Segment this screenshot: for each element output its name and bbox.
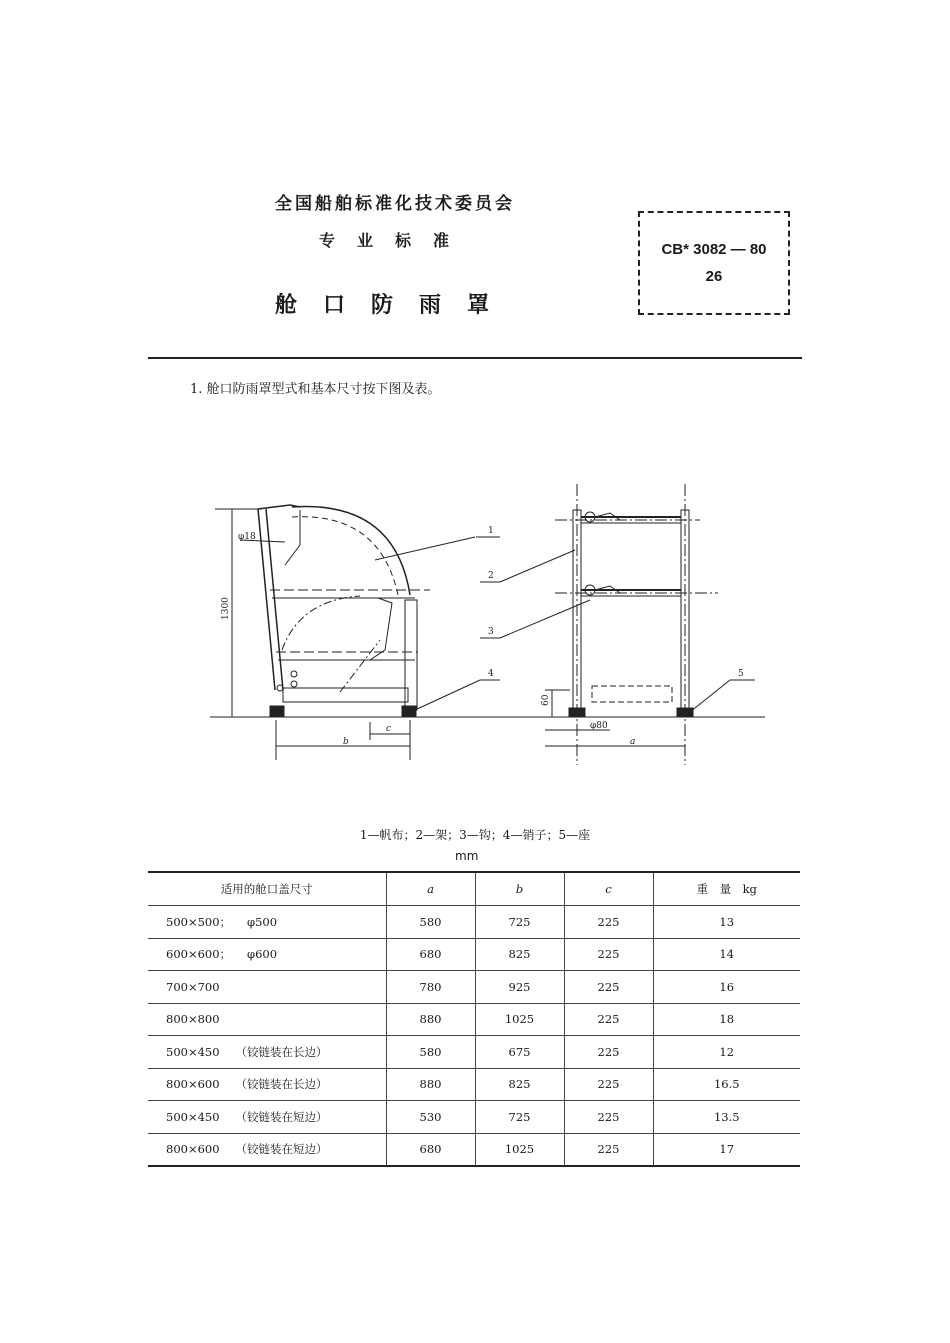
cell-a: 880 [386, 1068, 475, 1101]
cell-b: 825 [475, 938, 564, 971]
cell-size [148, 1101, 386, 1134]
standard-type: 专业标准 [318, 231, 471, 250]
callout-3: 3 [488, 627, 494, 637]
cell-b: 925 [475, 971, 564, 1004]
cell-c: 225 [564, 1003, 653, 1036]
cell-size-extra: （铰链装在长边） [235, 1044, 328, 1059]
table-row [148, 938, 800, 971]
cell-b: 725 [475, 1101, 564, 1134]
table-row [148, 1036, 800, 1069]
document-title: 舱口防雨罩 [274, 293, 515, 318]
cell-size-main: 800×600 [166, 1077, 220, 1092]
cell-a: 680 [386, 1133, 475, 1166]
header-b: b [475, 872, 564, 906]
table-row [148, 1003, 800, 1036]
frame-front-post [258, 509, 283, 690]
standard-code: CB* 3082 — 80 [661, 241, 767, 258]
cell-c: 225 [564, 1068, 653, 1101]
table-row [148, 1133, 800, 1166]
cell-b: 675 [475, 1036, 564, 1069]
cell-a: 780 [386, 971, 475, 1004]
dim-phi18: φ18 [238, 532, 256, 542]
header-c: c [564, 872, 653, 906]
cell-b: 725 [475, 906, 564, 939]
cell-b: 825 [475, 1068, 564, 1101]
cell-size-main: 700×700 [166, 979, 220, 994]
dimension-table [148, 871, 800, 1167]
cell-size-main: 600×600； [166, 947, 232, 962]
cell-weight: 16.5 [653, 1068, 800, 1101]
cell-size [148, 938, 386, 971]
right-base-foot [677, 708, 693, 717]
cell-b: 1025 [475, 1133, 564, 1166]
cell-c: 225 [564, 1036, 653, 1069]
cell-weight: 16 [653, 971, 800, 1004]
cell-size-main: 800×800 [166, 1012, 220, 1027]
cell-size [148, 1133, 386, 1166]
table-header-row [148, 872, 800, 906]
cell-weight: 13.5 [653, 1101, 800, 1134]
table-row [148, 1068, 800, 1101]
cell-a: 680 [386, 938, 475, 971]
figure-legend: 1—帆布；2—架；3—钩；4—销子；5—座 [359, 828, 591, 842]
cell-size [148, 971, 386, 1004]
dim-phi80: φ80 [590, 721, 608, 731]
header-size: 适用的舱口盖尺寸 [148, 872, 386, 906]
cell-size [148, 906, 386, 939]
cell-weight: 13 [653, 906, 800, 939]
cell-weight: 14 [653, 938, 800, 971]
callout-5: 5 [738, 669, 744, 679]
cell-size [148, 1036, 386, 1069]
standard-page-number: 26 [705, 268, 723, 285]
cell-a: 580 [386, 1036, 475, 1069]
cell-size-main: 500×500； [166, 914, 232, 929]
cell-size-extra: （铰链装在短边） [235, 1109, 328, 1124]
dim-c: c [386, 724, 392, 734]
cell-weight: 12 [653, 1036, 800, 1069]
callout-2: 2 [488, 571, 494, 581]
cell-c: 225 [564, 906, 653, 939]
dim-a: a [630, 737, 636, 747]
cell-size-extra: φ500 [247, 914, 278, 929]
dim-b: b [343, 737, 349, 747]
cell-size [148, 1003, 386, 1036]
cell-a: 580 [386, 906, 475, 939]
callout-4: 4 [488, 669, 494, 679]
cell-c: 225 [564, 1133, 653, 1166]
cell-c: 225 [564, 971, 653, 1004]
cell-c: 225 [564, 1101, 653, 1134]
cell-c: 225 [564, 938, 653, 971]
cell-size-main: 500×450 [166, 1109, 220, 1124]
organization-name: 全国船舶标准化技术委员会 [275, 194, 515, 214]
table-unit: mm [455, 849, 479, 863]
dim-60: 60 [541, 694, 551, 706]
cell-a: 530 [386, 1101, 475, 1134]
cell-b: 1025 [475, 1003, 564, 1036]
cell-size-extra: （铰链装在长边） [235, 1077, 328, 1092]
dim-1300: 1300 [221, 597, 231, 620]
header-a: a [386, 872, 475, 906]
cell-size [148, 1068, 386, 1101]
header-weight: 重 量 kg [653, 872, 800, 906]
cell-a: 880 [386, 1003, 475, 1036]
cell-size-main: 500×450 [166, 1044, 220, 1059]
callout-1: 1 [488, 526, 494, 536]
left-base-foot [270, 706, 284, 717]
clause-1: 1. 舱口防雨罩型式和基本尺寸按下图及表。 [190, 382, 441, 397]
cell-size-main: 800×600 [166, 1142, 220, 1157]
cell-weight: 17 [653, 1133, 800, 1166]
table-row [148, 971, 800, 1004]
cell-weight: 18 [653, 1003, 800, 1036]
table-row [148, 906, 800, 939]
cell-size-extra: （铰链装在短边） [235, 1142, 328, 1157]
canvas-arc [292, 507, 410, 595]
table-row [148, 1101, 800, 1134]
cell-size-extra: φ600 [247, 947, 278, 962]
